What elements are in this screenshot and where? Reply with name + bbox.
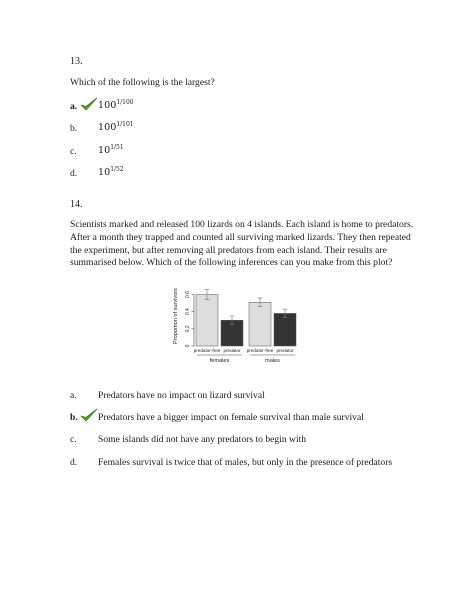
question-14-stem-line: summarised below. Which of the following inferences can you make from this plot? [70,257,393,269]
y-axis-label: Proportion of survivors [173,288,179,344]
q13-option-a-base: 100 [98,100,117,111]
q14-option-d-letter: d. [70,457,78,468]
x-tick-label: predator [276,348,294,353]
q14-option-b-text: Predators have a bigger impact on female survival than male survival [98,412,364,423]
question-14-stem-line: After a month they trapped and counted all surviving marked lizards. They then repeated [70,231,411,243]
q13-option-d-base: 10 [98,167,111,178]
y-tick-label: 0 [185,344,191,348]
q13-option-c-exponent: 1/51 [110,144,124,151]
q13-option-b-letter: b. [70,123,78,134]
q14-option-c-text: Some islands did not have any predators to begin with [98,434,307,445]
q13-option-c-letter: c. [70,146,77,157]
q13-option-a-exponent: 1/100 [116,99,134,106]
q13-option-a-expression [98,99,134,111]
group-label: females [209,358,230,364]
question-14-stem [70,219,414,270]
question-14-stem-line: Scientists marked and released 100 lizards on 4 islands. Each island is home to predators. [70,219,414,230]
x-tick-label: predator-free [246,348,274,353]
q14-option-d-text: Females survival is twice that of males, but only in the presence of predators [98,457,393,468]
bar [196,295,218,346]
q14-option-b-letter: b. [70,412,78,423]
q13-option-d-letter: d. [70,168,78,179]
question-13-number: 13. [70,56,83,67]
checkmark-icon [80,408,98,422]
q13-option-d-expression [98,166,124,178]
y-tick-label: 0.6 [185,291,191,299]
checkmark-icon [80,97,98,111]
group-label: males [265,358,280,364]
q14-option-a-text: Predators have no impact on lizard survival [98,390,265,401]
q14-option-a-letter: a. [70,390,77,401]
survival-bar-chart [170,278,320,374]
x-tick-label: predator [223,348,241,353]
question-14-stem-line: the experiment, but after removing all predators from each island. Their results are [70,244,387,256]
question-14-number: 14. [70,199,83,210]
q13-option-b-expression [98,121,134,133]
y-tick-label: 0.2 [185,325,191,333]
q14-option-c-letter: c. [70,434,77,445]
q13-option-b-exponent: 1/101 [116,121,134,128]
q13-option-c-base: 10 [98,145,111,156]
q13-option-d-exponent: 1/52 [110,166,124,173]
y-tick-label: 0.4 [185,308,191,316]
q13-option-a-letter: a. [70,101,78,112]
x-tick-label: predator-free [193,348,221,353]
bar [249,302,271,346]
question-13-stem: Which of the following is the largest? [70,77,215,88]
q13-option-b-base: 100 [98,122,117,133]
q13-option-c-expression [98,144,124,156]
bar [274,313,296,346]
